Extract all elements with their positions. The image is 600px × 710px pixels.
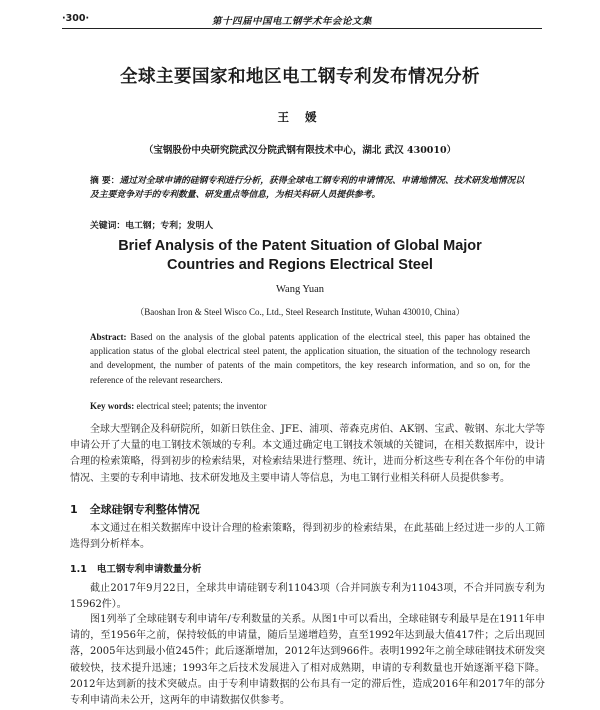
section-1-paragraph: 本文通过在相关数据库中设计合理的检索策略，得到初步的检索结果，在此基础上经过进一步的人工筛选得到分析样本。	[70, 523, 545, 551]
english-title	[0, 237, 600, 275]
chinese-keywords-label: 关键词：	[90, 221, 126, 231]
english-title-line1: Brief Analysis of the Patent Situation of Global Major	[118, 238, 482, 254]
intro-paragraph: 全球大型钢企及科研院所，如新日铁住金、JFE、浦项、蒂森克虏伯、AK钢、宝武、鞍钢、东北大学等申请公开了大量的电工钢技术领域的专利。本文通过确定电工钢技术领域的关键词，在相关数据库中，设计合理的检索策略，得到初步的检索结果，对检索结果进行整理、统计，进而分析这些专利在各个年份的申请情况、主要的专利申请地、技术研发地及主要申请人等信息，为电工钢行业相关科研人员提供参考。	[70, 424, 545, 484]
chinese-author: 王 媛	[277, 110, 323, 124]
chinese-abstract-text: 通过对全球申请的硅钢专利进行分析，获得全球电工钢专利的申请情况、申请地情况、技术研发地情况以及主要竞争对手的专利数量、研发重点等信息，为相关科研人员提供参考。	[90, 176, 525, 200]
page-number: ·300·	[62, 13, 90, 24]
journal-name: 第十四届中国电工钢学术年会论文集	[212, 16, 373, 27]
english-keywords	[90, 401, 530, 411]
running-header	[62, 12, 542, 29]
english-abstract-label: Abstract:	[90, 332, 127, 342]
english-title-line2: Countries and Regions Electrical Steel	[167, 257, 433, 273]
section-1-heading	[70, 501, 200, 517]
chinese-affiliation: （宝钢股份中央研究院武汉分院武钢有限技术中心，湖北 武汉 430010）	[143, 145, 457, 156]
english-affiliation: （Baoshan Iron & Steel Wisco Co., Ltd., Steel Research Institute, Wuhan 430010, China）	[135, 307, 465, 317]
section-1-1-paragraph-2: 图1列举了全球硅钢专利申请年/专利数量的关系。从图1中可以看出，全球硅钢专利最早是在1911年申请的，至1956年之前，保持较低的申请量，随后呈递增趋势，直至1992年达到最大值417件；之后出现回落，2005年达到最小值245件；此后逐渐增加，2012年达到966件。表明1992年之前全球硅钢技术研发突破较快，技术提升迅速；1993年之后技术发展进入了相对成熟期，申请的专利数量也开始逐渐平稳下降。2012年达到新的技术突破点。由于专利申请数据的公布具有一定的滞后性，造成2016年和2017年的部分专利申请尚未公开，这两年的申请数据仅供参考。	[70, 614, 545, 707]
chinese-keywords-text: 电工钢；专利；发明人	[125, 221, 214, 231]
english-abstract	[90, 330, 530, 387]
section-1-1-paragraph-1: 截止2017年9月22日，全球共申请硅钢专利11043项（合并同族专利为11043项，不合并同族专利为15962件）。	[70, 583, 545, 611]
section-1-1-heading	[70, 561, 201, 575]
chinese-keywords	[90, 218, 530, 231]
english-keywords-label: Key words:	[90, 401, 135, 411]
section-1-title: 全球硅钢专利整体情况	[89, 503, 200, 516]
chinese-abstract	[90, 174, 530, 202]
english-author: Wang Yuan	[275, 284, 325, 295]
section-1-1-number: 1.1	[70, 564, 87, 575]
chinese-title: 全球主要国家和地区电工钢专利发布情况分析	[120, 67, 480, 87]
section-1-1-title: 电工钢专利申请数量分析	[96, 564, 202, 575]
english-abstract-text: Based on the analysis of the global patents application of the electrical steel, this paper has obtained the application status of the global electrical steel patent, the application situation, the situation of the technology research and development, the number of patents of the main competitors, the key research information, and so on, for the reference of the relevant researchers.	[90, 332, 530, 385]
english-keywords-text: electrical steel; patents; the inventor	[136, 401, 267, 411]
section-1-number: 1	[70, 503, 78, 516]
chinese-abstract-label: 摘 要：	[90, 176, 120, 186]
